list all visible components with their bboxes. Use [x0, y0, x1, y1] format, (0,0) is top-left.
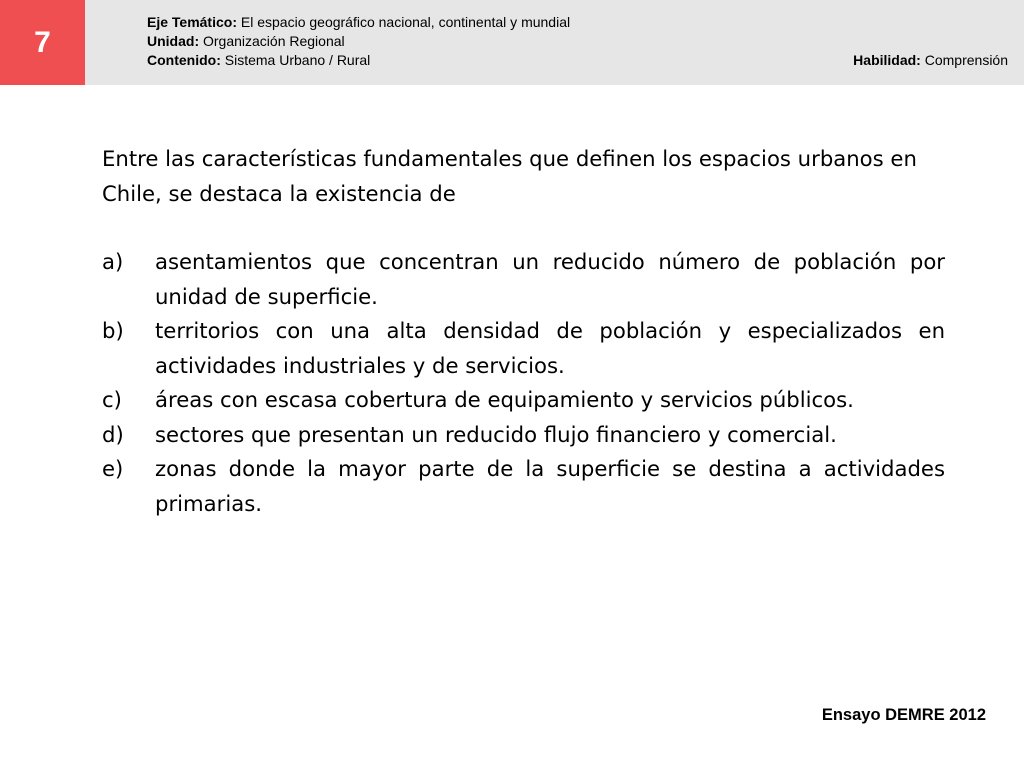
contenido-label: Contenido:: [147, 52, 221, 68]
unidad-row: [147, 32, 570, 51]
option-text: territorios con una alta densidad de población y especializados en actividades industriales y de servicios.: [155, 318, 945, 378]
option-letter: a): [102, 249, 124, 274]
eje-tematico-value: El espacio geográfico nacional, continental y mundial: [237, 14, 571, 30]
option-text: asentamientos que concentran un reducido número de población por unidad de superficie.: [155, 249, 945, 309]
answer-option-c: [102, 383, 945, 418]
unidad-value: Organización Regional: [199, 33, 345, 49]
question-body: [102, 142, 945, 521]
option-letter: b): [102, 318, 124, 343]
answer-option-e: [102, 452, 945, 521]
option-text: zonas donde la mayor parte de la superficie se destina a actividades primarias.: [155, 456, 945, 516]
eje-tematico-label: Eje Temático:: [147, 14, 237, 30]
option-text: sectores que presentan un reducido flujo financiero y comercial.: [155, 421, 837, 447]
question-metadata: [147, 13, 570, 70]
contenido-row: [147, 51, 570, 70]
answer-option-b: [102, 314, 945, 383]
contenido-value: Sistema Urbano / Rural: [220, 52, 371, 68]
answer-option-d: [102, 418, 945, 453]
answer-options: [102, 245, 945, 521]
answer-option-a: [102, 245, 945, 314]
option-letter: e): [102, 456, 124, 481]
source-label: Ensayo DEMRE 2012: [821, 706, 986, 724]
eje-tematico-row: [147, 13, 570, 32]
habilidad-label: Habilidad:: [853, 52, 921, 68]
option-letter: d): [102, 421, 124, 447]
option-text: áreas con escasa cobertura de equipamiento y servicios públicos.: [155, 387, 854, 412]
habilidad-row: [853, 51, 1008, 70]
header-bar: [0, 0, 1024, 85]
habilidad-value: Comprensión: [920, 52, 1008, 68]
unidad-label: Unidad:: [147, 33, 200, 49]
question-number-badge: 7: [0, 0, 85, 85]
question-stem: Entre las características fundamentales que definen los espacios urbanos en Chile, se destaca la existencia de: [102, 146, 917, 206]
option-letter: c): [102, 387, 122, 412]
